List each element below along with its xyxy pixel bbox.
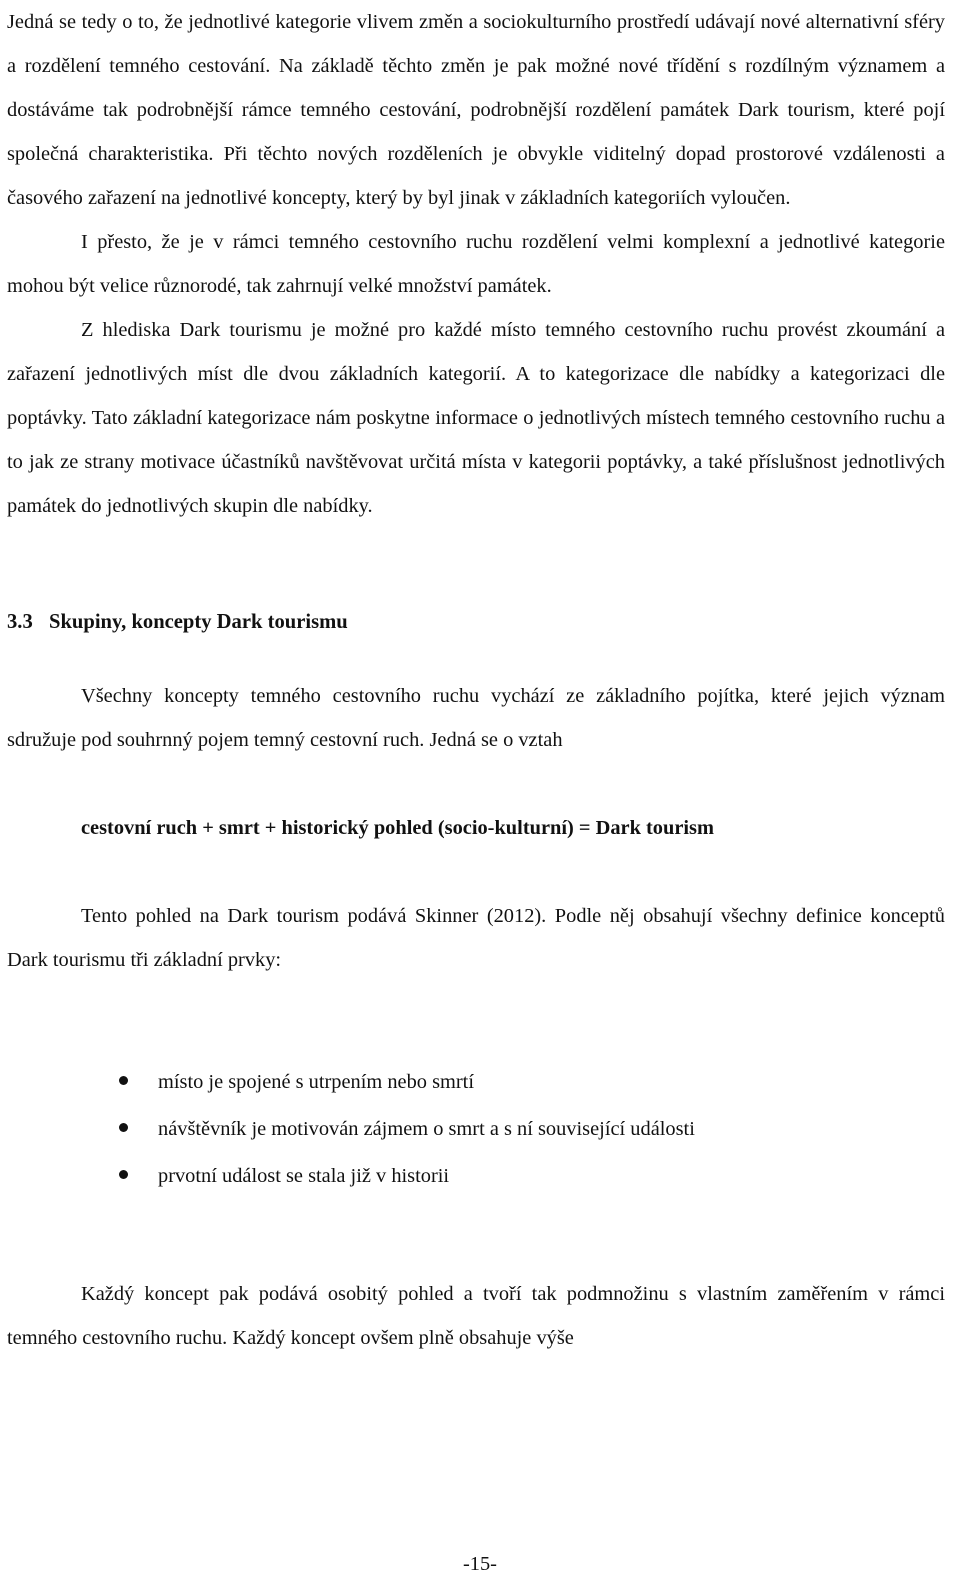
dark-tourism-formula: cestovní ruch + smrt + historický pohled (socio-kulturní) = Dark tourism: [81, 817, 714, 839]
document-page: [7, 0, 945, 1360]
paragraph-classification: Z hlediska Dark tourismu je možné pro každé místo temného cestovního ruchu provést zkoumání a zařazení jednotlivých míst dle dvou základních kategorií. A to kategorizace dle nabídky a kategorizaci dle poptávky. Tato základní kategorizace nám poskytne informace o jednotlivých místech temného cestovního ruchu a to jak ze strany motivace účastníků navštěvovat určitá místa v kategorii poptávky, a také příslušnost jednotlivých památek do jednotlivých skupin dle nabídky.: [7, 319, 945, 517]
bullet-icon: [119, 1123, 128, 1132]
list-item: [7, 1154, 945, 1201]
spacer: [7, 528, 945, 600]
spacer: [7, 644, 945, 674]
section-number: 3.3: [7, 611, 33, 633]
spacer: [7, 982, 945, 1060]
paragraph-skinner: Tento pohled na Dark tourism podává Skinner (2012). Podle něj obsahují všechny definice konceptů Dark tourismu tři základní prvky:: [7, 905, 945, 971]
bullet-icon: [119, 1170, 128, 1179]
spacer: [7, 850, 945, 894]
list-item-text: místo je spojené s utrpením nebo smrtí: [158, 1071, 475, 1093]
paragraph-complexity: I přesto, že je v rámci temného cestovního ruchu rozdělení velmi komplexní a jednotlivé kategorie mohou být velice různorodé, tak zahrnují velké množství památek.: [7, 231, 945, 297]
list-item: [7, 1107, 945, 1154]
list-item-text: návštěvník je motivován zájmem o smrt a s ní související události: [158, 1118, 695, 1140]
spacer: [7, 762, 945, 806]
section-heading: [7, 600, 945, 644]
paragraph-categories-changes: Jedná se tedy o to, že jednotlivé kategorie vlivem změn a sociokulturního prostředí udávají nové alternativní sféry a rozdělení temného cestování. Na základě těchto změn je pak možné nové třídění s rozdílným významem a dostáváme tak podrobnější rámce temného cestování, podrobnější rozdělení památek Dark tourism, které pojí společná charakteristika. Při těchto nových rozděleních je obvykle viditelný dopad prostorové vzdálenosti a časového zařazení na jednotlivé koncepty, který by byl jinak v základních kategoriích vyloučen.: [7, 11, 945, 209]
list-item: [7, 1060, 945, 1107]
paragraph-subsets: Každý koncept pak podává osobitý pohled a tvoří tak podmnožinu s vlastním zaměřením v rámci temného cestovního ruchu. Každý koncept ovšem plně obsahuje výše: [7, 1283, 945, 1349]
spacer: [7, 1201, 945, 1272]
bullet-icon: [119, 1076, 128, 1085]
page-number: -15-: [463, 1553, 497, 1575]
section-title: Skupiny, koncepty Dark tourismu: [49, 611, 348, 633]
elements-list: [7, 1060, 945, 1201]
paragraph-concepts-intro: Všechny koncepty temného cestovního ruchu vychází ze základního pojítka, které jejich význam sdružuje pod souhrnný pojem temný cestovní ruch. Jedná se o vztah: [7, 685, 945, 751]
list-item-text: prvotní událost se stala již v historii: [158, 1165, 450, 1187]
